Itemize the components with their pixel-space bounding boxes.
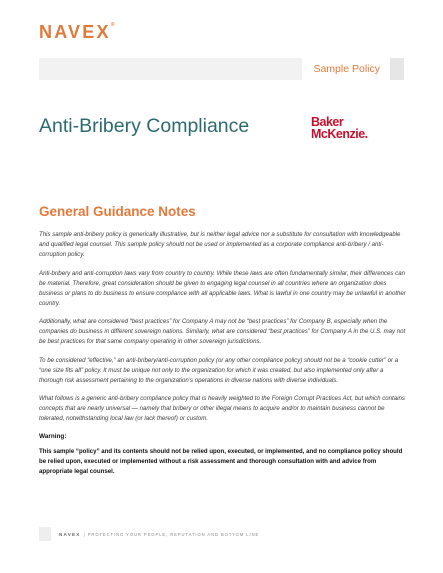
body-text	[39, 230, 406, 477]
footer-separator: |	[83, 531, 85, 537]
footer-tagline: PROTECTING YOUR PEOPLE, REPUTATION AND BOTTOM LINE	[87, 531, 260, 537]
section-title: General Guidance Notes	[39, 204, 196, 219]
header-bar	[39, 58, 404, 80]
navex-logo	[39, 22, 114, 43]
footer-page-box	[39, 527, 51, 541]
baker-mckenzie-logo-line2: McKenzie.	[311, 127, 368, 141]
baker-mckenzie-logo-line1: Baker	[311, 115, 344, 129]
warning-text: This sample “policy” and its contents should not be relied upon, executed, or implemented, and no compliance policy should be relied upon, executed or implemented without a risk assessment and thorough consultation with and advice from appropriate legal counsel.	[39, 447, 403, 475]
sample-policy-label: Sample Policy	[302, 58, 390, 80]
warning-heading: Warning:	[39, 432, 67, 440]
footer	[39, 527, 259, 541]
footer-brand: NAVEX	[59, 531, 81, 537]
header-bar-end	[390, 58, 404, 80]
paragraph: Anti-bribery and anti-corruption laws vary from country to country. While these laws are often fundamentally similar, their differences can be material. Therefore, great consideration should be given to engaging legal counsel in all countries where an organization does business or plans to do business to ensure compliance with all applicable laws. What is lawful in one country may be unlawful in another country.	[39, 269, 406, 307]
paragraph: This sample anti-bribery policy is generically illustrative, but is neither legal advice nor a substitute for consultation with knowledgeable and qualified legal counsel. This sample policy should not be used or implemented as a corporate compliance anti-bribery / anti-corruption policy.	[39, 231, 401, 258]
baker-mckenzie-logo	[311, 116, 368, 140]
navex-logo-text: NAVEX	[39, 22, 111, 42]
paragraph: To be considered “effective,” an anti-bribery/anti-corruption policy (or any other compliance policy) should not be a “cookie cutter” or a “one size fits all” policy. It must be unique not only to the organization for which it was created, but also implemented only after a thorough risk assessment pertaining to the organization’s operations in diverse nations with diverse individuals.	[39, 356, 399, 384]
page-title: Anti-Bribery Compliance	[39, 115, 250, 137]
paragraph: Additionally, what are considered “best practices” for Company A may not be “best practices” for Company B, especially when the companies do business in different sovereign nations. Similarly, what are considered “best practices” for Company A in the U.S. may not be best practices for that same company operating in other sovereign jurisdictions.	[39, 318, 406, 346]
trademark-symbol: ®	[110, 22, 115, 28]
paragraph: What follows is a generic anti-bribery compliance policy that is heavily weighted to the Foreign Corrupt Practices Act, but which contains concepts that are nearly universal — namely that bribery or other illegal means to acquire and/or to maintain business cannot be tolerated, notwithstanding local law (or lack thereof) or custom.	[39, 395, 405, 423]
